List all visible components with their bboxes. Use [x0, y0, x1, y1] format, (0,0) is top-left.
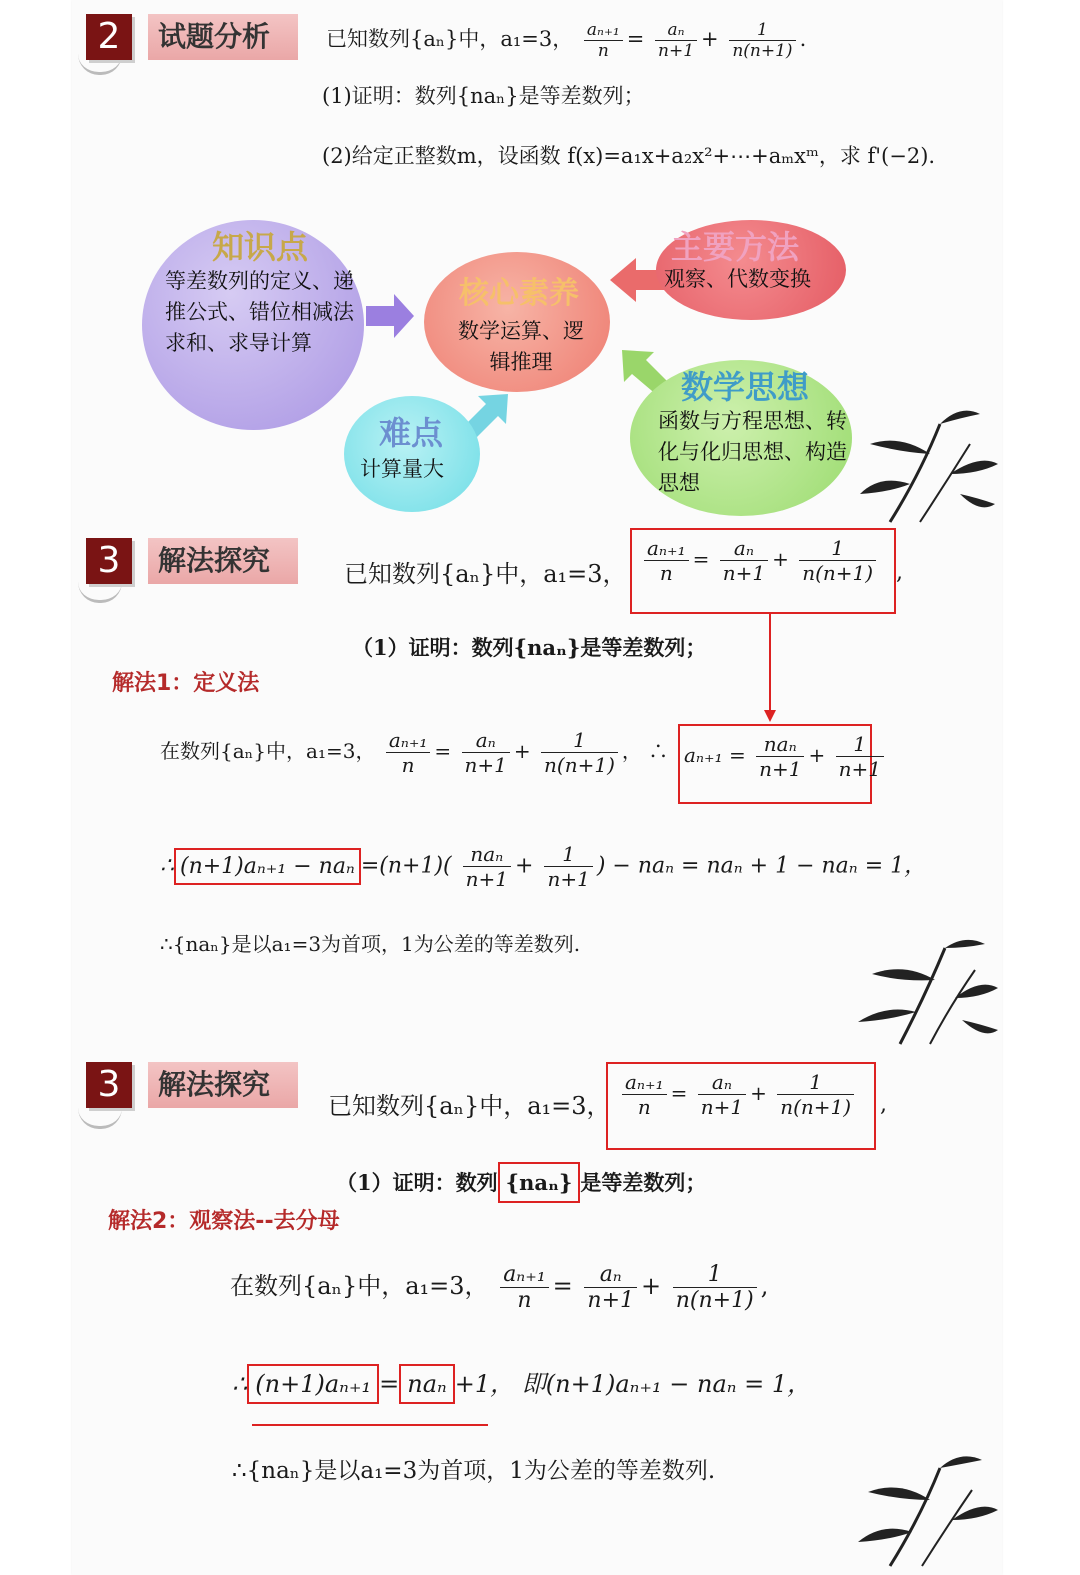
- bamboo-decoration-icon: [850, 1448, 1000, 1568]
- solution-line-2: ∴ (n+1)aₙ₊₁ = naₙ +1， 即(n+1)aₙ₊₁ − naₙ = 1，: [232, 1364, 811, 1404]
- knowledge-title: 知识点: [211, 228, 308, 266]
- bamboo-decoration-icon: [850, 936, 1000, 1046]
- question-1: （1）证明：数列{naₙ}是等差数列；: [352, 635, 707, 660]
- given-formula: $\frac{\text{aₙ₊₁}}{n}$ = $\frac{\text{aₙ}}{n+1}$ + $\frac{1}{n(n+1)}$: [618, 1070, 858, 1119]
- problem-given: 已知数列{aₙ}中，a₁=3， $\frac{\text{aₙ₊₁}}{n}$ = $\frac{\text{aₙ}}{n+1}$ + $\frac{1}{n(n+1)}$ .: [326, 20, 807, 61]
- arrow-down-icon: [762, 612, 778, 724]
- comma: ,: [896, 560, 903, 585]
- difficulty-body: 计算量大: [360, 457, 444, 481]
- section-title: 解法探究: [148, 538, 298, 584]
- given-formula: $\frac{\text{aₙ₊₁}}{n}$ = $\frac{\text{aₙ}}{n+1}$ + $\frac{1}{n(n+1)}$: [640, 536, 880, 585]
- method-label: 解法1：定义法: [112, 671, 260, 696]
- thought-title: 数学思想: [680, 368, 809, 406]
- question-1: (1)证明：数列{naₙ}是等差数列；: [322, 84, 645, 108]
- conclusion: ∴{naₙ}是以a₁=3为首项，1为公差的等差数列.: [160, 932, 581, 956]
- thought-body: 函数与方程思想、转化与化归思想、构造思想: [658, 409, 847, 495]
- given-prefix: 已知数列{aₙ}中，a₁=3，: [328, 1092, 611, 1120]
- comma: ,: [880, 1092, 887, 1117]
- section-number-badge: 2: [86, 14, 132, 60]
- solution-line-2: ∴ (n+1)aₙ₊₁ − naₙ =(n+1)( $\frac{\text{naₙ}}{n+1}$ + $\frac{1}{n+1}$ ) − naₙ = naₙ + 1 − naₙ = 1，: [160, 842, 927, 891]
- given-prefix: 已知数列{aₙ}中，a₁=3，: [344, 560, 627, 588]
- solution-result: aₙ₊₁ = $\frac{\text{naₙ}}{n+1}$ + $\frac{1}{n+1}$: [684, 732, 888, 781]
- bamboo-decoration-icon: [850, 404, 1000, 524]
- arrow-right-icon: [366, 292, 416, 340]
- section-title: 解法探究: [148, 1062, 298, 1108]
- boxed-expression: naₙ: [399, 1364, 455, 1404]
- boxed-expression: (n+1)aₙ₊₁: [247, 1364, 379, 1404]
- question-2: (2)给定正整数m，设函数 f(x)=a₁x+a₂x²+⋯+aₘxᵐ，求 f'(−2).: [322, 144, 936, 168]
- knowledge-body: 等差数列的定义、递推公式、错位相减法求和、求导计算: [165, 269, 354, 355]
- core-body: 数学运算、逻辑推理: [458, 319, 584, 374]
- underline-divider: [252, 1424, 488, 1426]
- solution-line-1: 在数列{aₙ}中，a₁=3， $\frac{\text{aₙ₊₁}}{n}$ = $\frac{\text{aₙ}}{n+1}$ + $\frac{1}{n(n+1)}$ ， ∴: [160, 728, 669, 777]
- method-body: 观察、代数变换: [664, 267, 811, 291]
- boxed-expression: {naₙ}: [498, 1162, 581, 1203]
- section-number-badge: 3: [86, 538, 132, 584]
- core-title: 核心素养: [459, 276, 579, 311]
- boxed-expression: (n+1)aₙ₊₁ − naₙ: [174, 848, 361, 885]
- section-title: 试题分析: [148, 14, 298, 60]
- conclusion: ∴{naₙ}是以a₁=3为首项，1为公差的等差数列.: [232, 1458, 716, 1484]
- difficulty-title: 难点: [378, 414, 443, 452]
- method-title: 主要方法: [670, 228, 799, 266]
- solution-line-1: 在数列{aₙ}中，a₁=3， $\frac{\text{aₙ₊₁}}{n}$ = $\frac{\text{aₙ}}{n+1}$ + $\frac{1}{n(n+1)}$ ,: [230, 1262, 769, 1313]
- question-1: （1）证明：数列 {naₙ} 是等差数列；: [336, 1162, 706, 1203]
- section-number-badge: 3: [86, 1062, 132, 1108]
- method-label: 解法2：观察法--去分母: [108, 1209, 340, 1234]
